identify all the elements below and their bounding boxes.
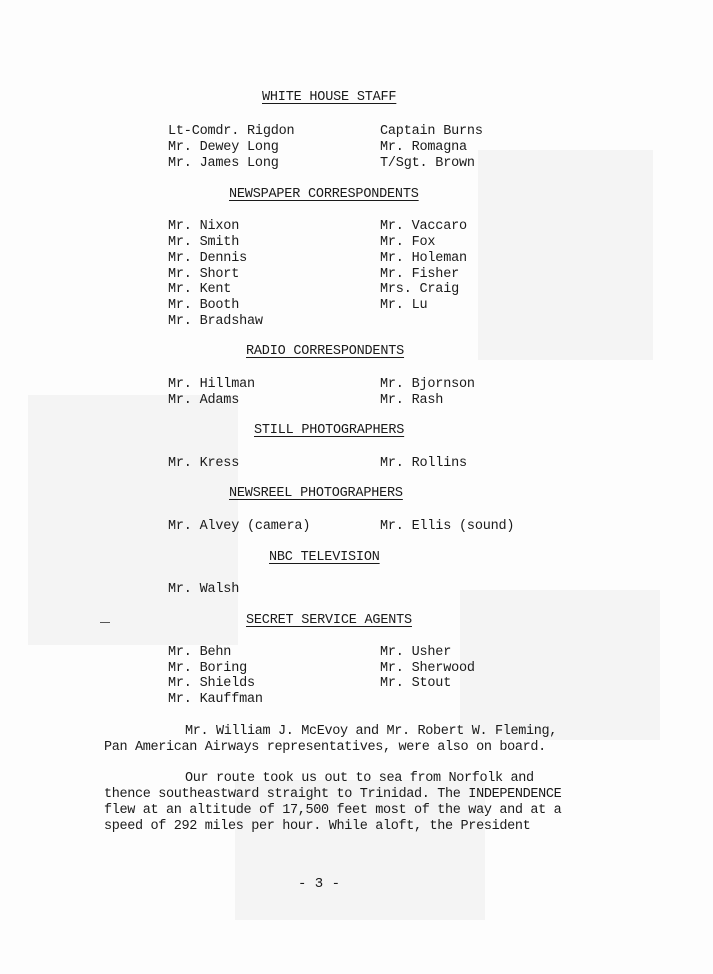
- name-entry: Captain Burns: [380, 124, 483, 139]
- name-entry: Mr. Smith: [168, 235, 240, 250]
- section-heading-newsreel-photographers: NEWSREEL PHOTOGRAPHERS: [229, 486, 403, 501]
- name-entry: Mr. Shields: [168, 676, 255, 691]
- section-heading-still-photographers: STILL PHOTOGRAPHERS: [254, 423, 405, 438]
- name-entry: Mr. Fox: [380, 235, 436, 250]
- name-entry: Mr. Ellis (sound): [380, 519, 515, 534]
- paragraph-line: speed of 292 miles per hour. While aloft, the President: [104, 819, 531, 834]
- name-entry: Mr. Kauffman: [168, 692, 263, 707]
- name-entry: Mr. Dewey Long: [168, 140, 279, 155]
- name-entry: Mr. Rollins: [380, 456, 467, 471]
- section-heading-secret-service-agents: SECRET SERVICE AGENTS: [246, 613, 412, 628]
- name-entry: Mr. Lu: [380, 298, 428, 313]
- name-entry: Mr. Bradshaw: [168, 314, 263, 329]
- name-entry: Mr. Kress: [168, 456, 240, 471]
- name-entry: Mr. Fisher: [380, 267, 460, 282]
- name-entry: Mr. Behn: [168, 645, 232, 660]
- paragraph-line: thence southeastward straight to Trinidad. The INDEPENDENCE: [104, 787, 562, 802]
- name-entry: Mr. Vaccaro: [380, 219, 467, 234]
- section-heading-newspaper-correspondents: NEWSPAPER CORRESPONDENTS: [229, 187, 419, 202]
- bleed-through-photo-top-right: [478, 150, 653, 360]
- paragraph-line: Mr. William J. McEvoy and Mr. Robert W. Fleming,: [185, 724, 558, 739]
- name-entry: Mr. Short: [168, 267, 240, 282]
- name-entry: Mrs. Craig: [380, 282, 460, 297]
- name-entry: Mr. Kent: [168, 282, 232, 297]
- name-entry: Mr. Walsh: [168, 582, 240, 597]
- name-entry: Mr. Adams: [168, 393, 240, 408]
- name-entry: Mr. Romagna: [380, 140, 467, 155]
- section-heading-radio-correspondents: RADIO CORRESPONDENTS: [246, 344, 405, 359]
- name-entry: Mr. Boring: [168, 661, 248, 676]
- name-entry: Mr. James Long: [168, 156, 279, 171]
- section-heading-nbc-television: NBC TELEVISION: [269, 550, 380, 565]
- name-entry: Lt-Comdr. Rigdon: [168, 124, 295, 139]
- name-entry: Mr. Booth: [168, 298, 240, 313]
- stray-mark: [100, 622, 110, 623]
- name-entry: Mr. Hillman: [168, 377, 255, 392]
- paragraph-line: Pan American Airways representatives, were also on board.: [104, 740, 546, 755]
- name-entry: Mr. Holeman: [380, 251, 467, 266]
- name-entry: Mr. Rash: [380, 393, 444, 408]
- name-entry: Mr. Alvey (camera): [168, 519, 311, 534]
- name-entry: Mr. Dennis: [168, 251, 248, 266]
- name-entry: Mr. Usher: [380, 645, 452, 660]
- name-entry: Mr. Nixon: [168, 219, 240, 234]
- name-entry: T/Sgt. Brown: [380, 156, 475, 171]
- name-entry: Mr. Sherwood: [380, 661, 475, 676]
- name-entry: Mr. Stout: [380, 676, 452, 691]
- paragraph-line: Our route took us out to sea from Norfolk and: [185, 771, 534, 786]
- bleed-through-photo-bottom-right: [460, 590, 660, 740]
- paragraph-line: flew at an altitude of 17,500 feet most of the way and at a: [104, 803, 562, 818]
- name-entry: Mr. Bjornson: [380, 377, 475, 392]
- page-number: - 3 -: [298, 876, 341, 892]
- section-heading-white-house-staff: WHITE HOUSE STAFF: [262, 90, 397, 105]
